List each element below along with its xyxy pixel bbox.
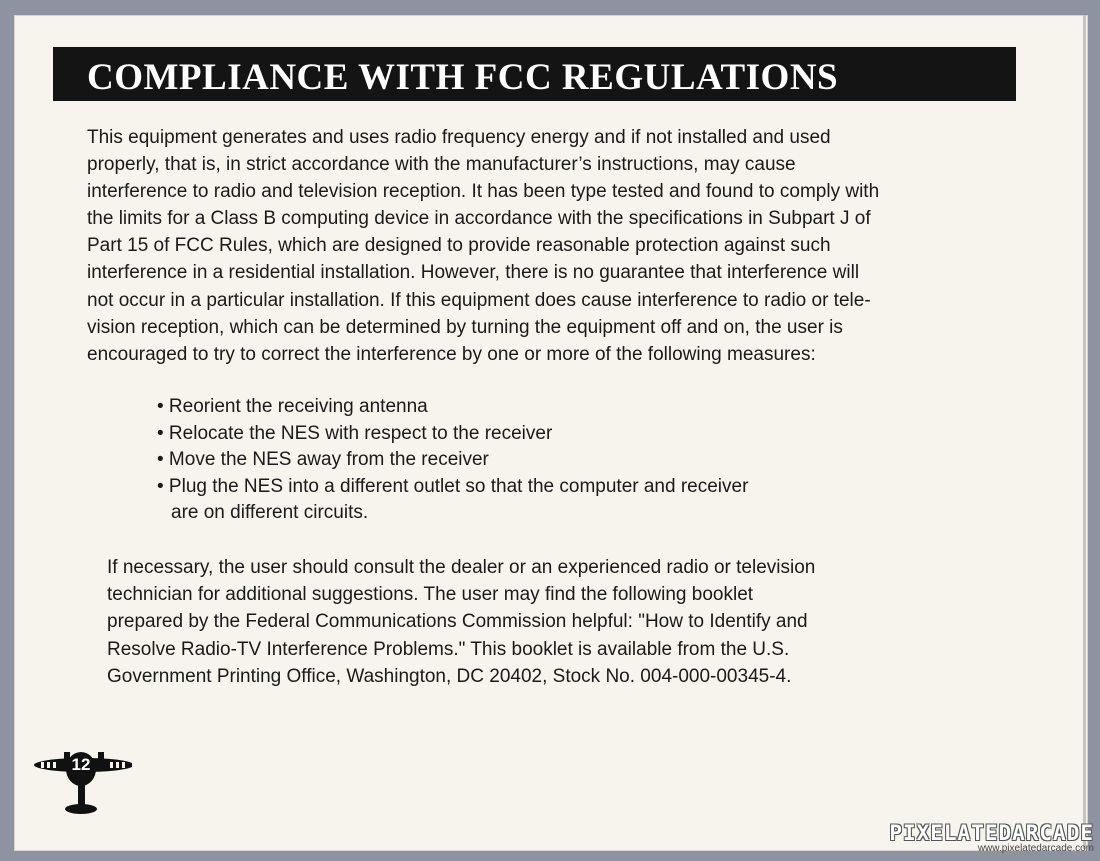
paragraph-line: interference to radio and television reception. It has been type tested and found to comply with: [87, 181, 880, 203]
paragraph-line: Resolve Radio-TV Interference Problems." This booklet is available from the U.S.: [107, 638, 790, 660]
list-item-text: • Relocate the NES with respect to the receiver: [157, 422, 553, 444]
paragraph-line: not occur in a particular installation. If this equipment does cause interference to radio or tele-: [87, 289, 871, 311]
paragraph-line: encouraged to try to correct the interference by one or more of the following measures:: [87, 343, 816, 365]
section-banner: [53, 47, 1016, 101]
list-item-text: • Plug the NES into a different outlet so that the computer and receiver: [157, 475, 749, 497]
paragraph-line: technician for additional suggestions. The user may find the following booklet: [107, 584, 754, 606]
measures-list: [157, 394, 748, 527]
paragraph-line: vision reception, which can be determined by turning the equipment off and on, the user is: [87, 316, 843, 338]
interference-paragraph: [87, 124, 879, 368]
page-number: 12: [71, 755, 91, 774]
watermark-brand: PIXELATEDARCADE: [889, 821, 1094, 845]
paragraph-line: This equipment generates and uses radio frequency energy and if not installed and used: [87, 127, 831, 148]
paragraph-line: Government Printing Office, Washington, DC 20402, Stock No. 004-000-00345-4.: [107, 665, 792, 687]
consult-paragraph: [107, 554, 815, 690]
list-item-text: • Reorient the receiving antenna: [157, 396, 428, 417]
list-item: [157, 421, 748, 448]
page-number-badge: [28, 747, 132, 817]
list-item-text: • Move the NES away from the receiver: [157, 449, 489, 470]
paragraph-line: properly, that is, in strict accordance with the manufacturer’s instructions, may cause: [87, 154, 796, 176]
watermark-url: www.pixelatedarcade.com: [977, 843, 1094, 854]
paragraph-line: interference in a residential installation. However, there is no guarantee that interference will: [87, 262, 860, 284]
paragraph-line: prepared by the Federal Communications Commission helpful: "How to Identify and: [107, 611, 808, 633]
page-title: COMPLIANCE WITH FCC REGULATIONS: [87, 57, 839, 98]
paragraph-line: the limits for a Class B computing device in accordance with the specifications in Subpart J of: [87, 208, 871, 230]
list-item: [157, 394, 748, 421]
paragraph-line: Part 15 of FCC Rules, which are designed to provide reasonable protection against such: [87, 235, 831, 257]
watermark: [889, 821, 1094, 854]
list-item: [157, 474, 748, 527]
page-spine: [1083, 15, 1086, 849]
list-item: [157, 447, 748, 474]
paragraph-line: If necessary, the user should consult the dealer or an experienced radio or television: [107, 557, 816, 578]
list-item-continuation: are on different circuits.: [171, 502, 369, 523]
